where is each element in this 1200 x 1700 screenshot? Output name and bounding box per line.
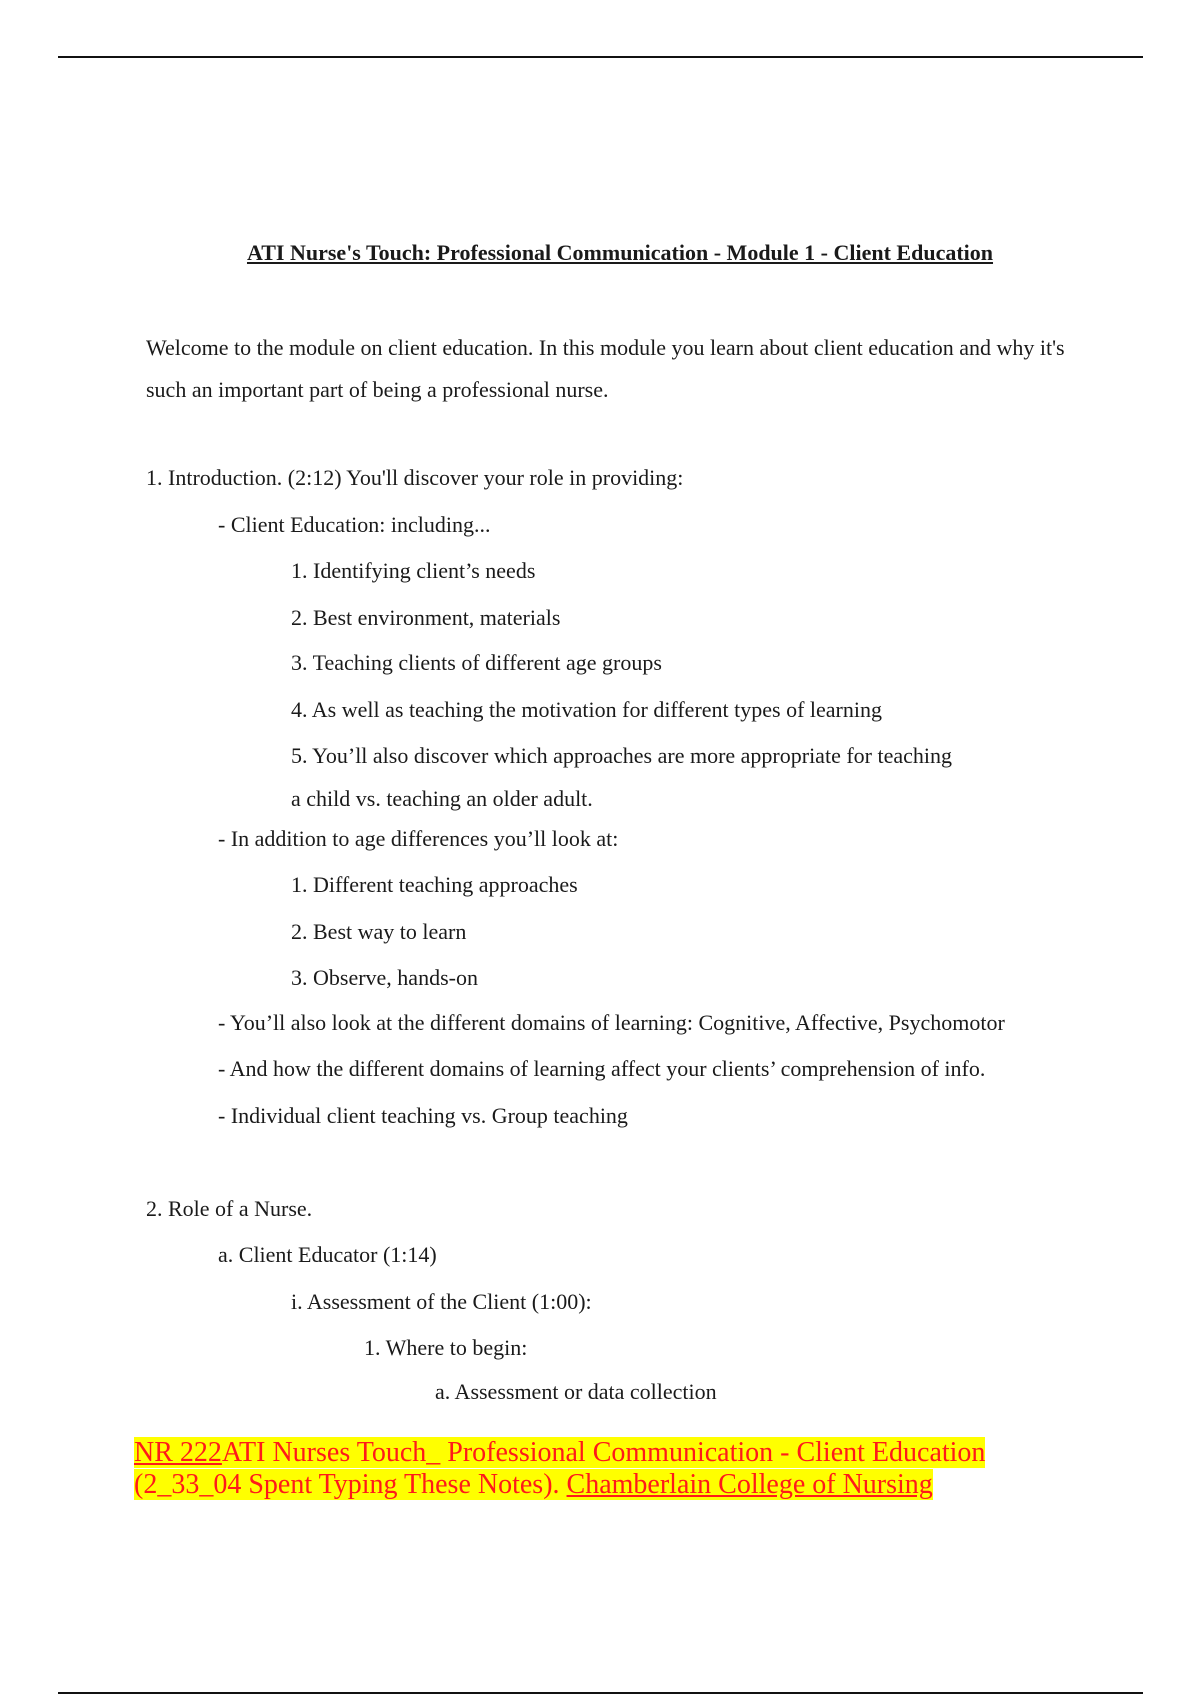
list-item: 5. You’ll also discover which approaches are more appropriate for teaching — [291, 743, 952, 768]
list-item: - Individual client teaching vs. Group teaching — [218, 1103, 628, 1128]
section-introduction: 1. Introduction. (2:12) You'll discover your role in providing: — [146, 465, 684, 490]
list-item: 1. Where to begin: — [364, 1335, 528, 1360]
source-text-line1: ATI Nurses Touch_ Professional Communication - Client Education — [221, 1437, 986, 1468]
section-role-of-nurse: 2. Role of a Nurse. — [146, 1196, 313, 1221]
list-item: 2. Best environment, materials — [291, 605, 561, 630]
list-item: 3. Observe, hands-on — [291, 965, 478, 990]
document-source-note — [134, 1437, 1034, 1501]
top-rule — [58, 56, 1143, 58]
list-item: 1. Identifying client’s needs — [291, 558, 536, 583]
list-item: 1. Different teaching approaches — [291, 872, 578, 897]
source-text-line2: (2_33_04 Spent Typing These Notes). — [134, 1469, 560, 1500]
list-item: a. Client Educator (1:14) — [218, 1242, 437, 1267]
course-code-link[interactable]: NR 222 — [134, 1437, 222, 1468]
bottom-rule — [58, 1692, 1143, 1694]
intro-paragraph: Welcome to the module on client education. In this module you learn about client education and why it's such an important part of being a professional nurse. — [146, 335, 1065, 402]
list-item: - Client Education: including... — [218, 512, 491, 537]
list-item: - And how the different domains of learning affect your clients’ comprehension of info. — [218, 1056, 986, 1081]
list-item: 3. Teaching clients of different age groups — [291, 650, 662, 675]
list-item-continuation: a child vs. teaching an older adult. — [291, 786, 593, 811]
school-link[interactable]: Chamberlain College of Nursing — [566, 1469, 933, 1500]
list-item: i. Assessment of the Client (1:00): — [291, 1289, 592, 1314]
list-item: a. Assessment or data collection — [435, 1379, 717, 1404]
list-item: 4. As well as teaching the motivation for different types of learning — [291, 697, 882, 722]
document-title: ATI Nurse's Touch: Professional Communication - Module 1 - Client Education — [246, 240, 994, 265]
list-item: - You’ll also look at the different domains of learning: Cognitive, Affective, Psychomotor — [218, 1010, 1005, 1035]
list-item: - In addition to age differences you’ll look at: — [218, 826, 619, 851]
list-item: 2. Best way to learn — [291, 919, 467, 944]
